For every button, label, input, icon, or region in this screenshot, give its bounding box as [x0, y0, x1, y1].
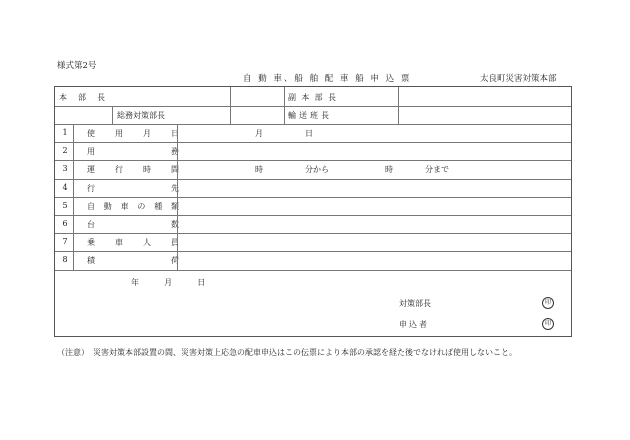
label-char: 先 — [171, 183, 179, 193]
row-value-part: 分から — [305, 165, 329, 175]
label-char: 類 — [170, 201, 179, 211]
label-char: 用 — [115, 129, 123, 138]
label-char: 員 — [171, 238, 179, 248]
label-char: 長 — [327, 93, 336, 102]
row-number: 6 — [62, 219, 68, 228]
label-char: 務 — [171, 147, 179, 157]
form-number: 様式第2号 — [57, 61, 97, 71]
row-divider — [55, 270, 571, 271]
label-char: 行 — [115, 165, 123, 175]
header-vline-3 — [398, 87, 399, 124]
row-number: 5 — [62, 200, 68, 210]
label-char: 間 — [171, 165, 179, 175]
row-value-part: 月 — [255, 129, 263, 138]
row-vline-number — [73, 124, 74, 270]
row-label — [87, 237, 179, 248]
row-value-part: 時 — [385, 165, 393, 175]
deputy-chief-label — [288, 92, 336, 103]
header-vline-2 — [284, 87, 285, 124]
signature-role-2: 申込者 — [399, 320, 429, 329]
label-char: 部 — [78, 93, 86, 102]
row-value-part: 日 — [305, 129, 313, 138]
transport-chief-label: 輸送班長 — [288, 111, 332, 120]
row-divider — [55, 215, 571, 216]
date-year: 年 — [131, 278, 139, 287]
label-char: 車 — [120, 201, 129, 211]
row-divider — [55, 160, 571, 161]
label-char: 時 — [143, 165, 151, 175]
label-char: 乗 — [87, 238, 95, 248]
row-label — [87, 146, 179, 157]
row-divider — [55, 251, 571, 252]
organization-name: 太良町災害対策本部 — [480, 74, 557, 84]
label-char: 部 — [314, 93, 323, 102]
row-divider — [55, 233, 571, 234]
seal-icon: 印 — [542, 297, 554, 309]
label-char: 使 — [87, 129, 95, 138]
row-label — [87, 255, 179, 266]
date-month: 月 — [164, 278, 173, 287]
label-char: 本 — [301, 93, 310, 102]
row-label — [87, 128, 179, 139]
label-char: 台 — [87, 220, 95, 229]
header-vline-4 — [112, 106, 113, 124]
label-char: 用 — [87, 147, 95, 157]
hq-chief-label — [59, 92, 105, 103]
row-divider — [55, 197, 571, 198]
label-char: 自 — [87, 201, 95, 211]
row-number: 7 — [62, 237, 68, 247]
row-value-part: 時 — [255, 165, 263, 175]
general-affairs-label: 総務対策部長 — [117, 111, 165, 120]
label-char: 数 — [171, 220, 179, 229]
header-divider-1 — [55, 106, 571, 107]
row-label — [87, 164, 179, 175]
application-form — [54, 86, 572, 337]
label-char: 長 — [97, 93, 105, 102]
label-char: 本 — [59, 93, 67, 102]
label-char: 荷 — [171, 256, 179, 266]
label-char: 行 — [87, 183, 95, 193]
label-char: の — [137, 201, 146, 211]
row-vline-label — [177, 124, 178, 270]
row-label — [87, 219, 179, 230]
label-char: 月 — [143, 129, 151, 138]
form-title: 自 動 車、船 舶 配 車 船 申 込 票 — [243, 74, 412, 84]
label-char: 運 — [87, 165, 95, 175]
header-vline-1 — [230, 87, 231, 124]
row-number: 1 — [62, 128, 68, 137]
row-label — [87, 201, 179, 212]
header-divider-2 — [55, 124, 571, 125]
seal-icon: 印 — [542, 318, 554, 330]
date-day: 日 — [197, 278, 206, 287]
row-divider — [55, 179, 571, 180]
label-char: 副 — [288, 93, 296, 102]
signature-role-1: 対策部長 — [399, 299, 431, 308]
row-label — [87, 183, 179, 194]
row-number: 3 — [62, 164, 68, 174]
label-char: 人 — [143, 238, 151, 248]
row-value-part: 分まで — [425, 165, 449, 175]
row-number: 8 — [62, 255, 68, 265]
label-char: 日 — [171, 129, 179, 138]
label-char: 種 — [154, 201, 163, 211]
label-char: 車 — [115, 238, 123, 248]
label-char: 積 — [87, 256, 95, 266]
date-line — [131, 277, 205, 288]
row-divider — [55, 142, 571, 143]
row-number: 2 — [62, 146, 68, 156]
usage-note: （注意） 災害対策本部設置の間、災害対策上応急の配車申込はこの伝票により本部の承認を経た後でなければ使用しないこと。 — [57, 348, 517, 357]
label-char: 動 — [103, 201, 112, 211]
row-number: 4 — [62, 182, 68, 192]
